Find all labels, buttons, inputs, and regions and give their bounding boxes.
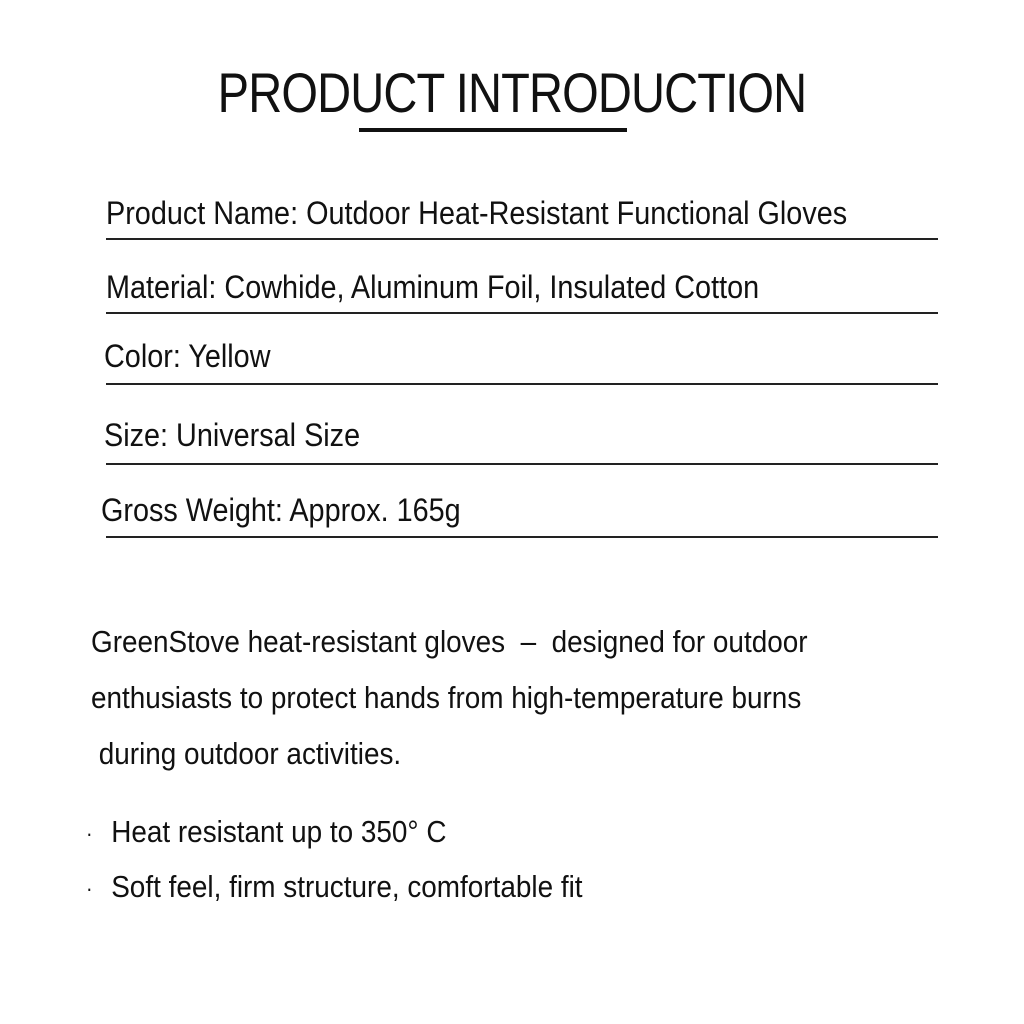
feature-item bbox=[86, 812, 446, 854]
spec-text: Gross Weight: Approx. 165g bbox=[101, 492, 461, 528]
intro-line: during outdoor activities. bbox=[91, 736, 402, 771]
page-title: PRODUCT INTRODUCTION bbox=[217, 61, 807, 124]
spec-text: Material: Cowhide, Aluminum Foil, Insulated Cotton bbox=[106, 269, 760, 305]
intro-line: GreenStove heat-resistant gloves – designed for outdoor bbox=[91, 624, 808, 659]
spec-text: Color: Yellow bbox=[104, 338, 271, 374]
divider bbox=[106, 536, 938, 538]
divider bbox=[106, 312, 938, 314]
divider bbox=[106, 463, 938, 465]
bullet-icon: · bbox=[86, 875, 93, 901]
feature-item bbox=[86, 867, 583, 909]
spec-text: Size: Universal Size bbox=[104, 417, 361, 453]
bullet-icon: · bbox=[86, 820, 93, 846]
intro-line: enthusiasts to protect hands from high-temperature burns bbox=[91, 680, 802, 715]
feature-text: Heat resistant up to 350° C bbox=[111, 814, 447, 849]
title-underline bbox=[359, 128, 627, 132]
feature-text: Soft feel, firm structure, comfortable fit bbox=[111, 869, 583, 904]
spec-text: Product Name: Outdoor Heat-Resistant Functional Gloves bbox=[106, 195, 848, 231]
divider bbox=[106, 383, 938, 385]
divider bbox=[106, 238, 938, 240]
